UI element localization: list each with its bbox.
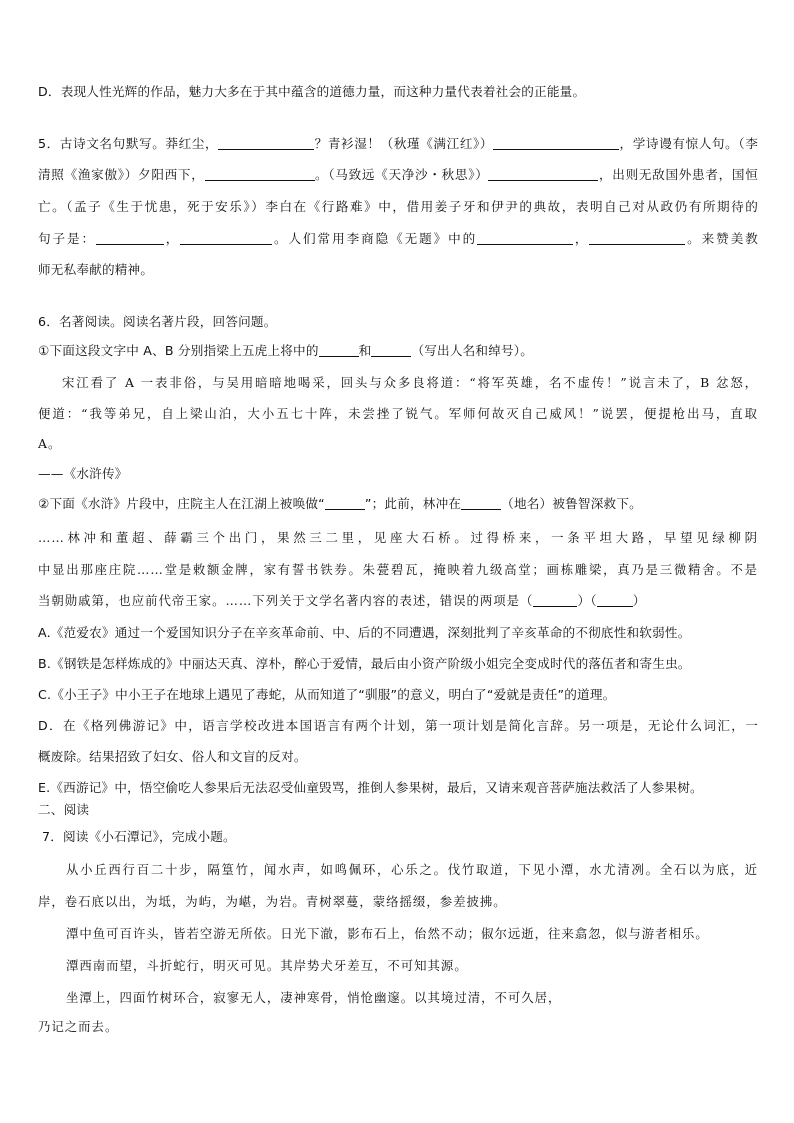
classical-text-p1-l2: 岸，卷石底以出，为坻，为屿，为嵁，为岩。青树翠蔓，蒙络摇缀，参差披拂。 bbox=[38, 894, 507, 909]
answer-blank[interactable] bbox=[371, 343, 411, 357]
q7-title: 7．阅读《小石潭记》，完成小题。 bbox=[42, 829, 236, 844]
q5-text: 。（马致远《天净沙・秋思》） bbox=[314, 167, 489, 182]
section-heading: 二、阅读 bbox=[38, 802, 90, 817]
q6-text: ”；此前，林冲在 bbox=[364, 496, 462, 511]
q6-text: 和 bbox=[358, 343, 372, 358]
answer-blank[interactable] bbox=[589, 231, 685, 245]
q5-line-5: 师无私奉献的精神。 bbox=[38, 262, 154, 277]
q6-text: （地名）被鲁智深救下。 bbox=[501, 496, 642, 511]
answer-blank[interactable] bbox=[180, 231, 272, 245]
option-a: A.《范爱农》通过一个爱国知识分子在辛亥革命前、中、后的不同遭遇，深刻批判了辛亥革命的不彻底性和软弱性。 bbox=[38, 625, 691, 640]
q5-text: 句子是： bbox=[38, 231, 97, 246]
answer-blank[interactable] bbox=[493, 136, 619, 150]
passage-1-line-2: 便道：“我等弟兄，自上梁山泊，大小五七十阵，未尝挫了锐气。军师何故灭自己威风！”说罢，便提枪出马，直取 bbox=[38, 406, 758, 421]
option-b: B.《钢铁是怎样炼成的》中丽达天真、淳朴，醉心于爱情，最后由小资产阶级小姐完全变成时代的落伍者和寄生虫。 bbox=[38, 656, 691, 671]
passage-2-line-1: ……林冲和董超、薛霸三个出门，果然三二里，见座大石桥。过得桥来，一条平坦大路，早望见绿柳阴 bbox=[38, 530, 758, 545]
q5-text: ， bbox=[573, 231, 590, 246]
q5-text: 清照《渔家傲》）夕阳西下， bbox=[38, 167, 205, 182]
q5-line-4 bbox=[38, 231, 758, 247]
q5-text: 。来赞美教 bbox=[685, 231, 758, 246]
q6-sub-2 bbox=[38, 496, 758, 512]
passage-2-line-2: 中显出那座庄院……堂是敕额金牌，家有誓书铁券。朱甍碧瓦，掩映着九级高堂；画栋雕梁，真乃是三微精舍。不是 bbox=[38, 562, 758, 577]
q5-line-1 bbox=[38, 136, 758, 152]
q5-text: ，学诗谩有惊人句。（李 bbox=[619, 136, 759, 151]
q6-text: ）（ bbox=[577, 593, 597, 608]
q6-text: （写出人名和绰号）。 bbox=[411, 343, 534, 358]
q6-title: 6．名著阅读。阅读名著片段，回答问题。 bbox=[38, 314, 277, 329]
answer-blank[interactable] bbox=[597, 593, 633, 607]
q6-sub-1 bbox=[38, 343, 758, 359]
q5-text: ，出则无敌国外患者，国恒 bbox=[598, 167, 758, 182]
classical-text-p5: 乃记之而去。 bbox=[38, 1019, 119, 1034]
answer-blank[interactable] bbox=[319, 343, 359, 357]
classical-text-p2: 潭中鱼可百许头，皆若空游无所依。日光下澈，影布石上，佁然不动；俶尔远逝，往来翕忽，似与游者相乐。 bbox=[66, 926, 709, 941]
q5-text: ？青衫湿！（秋瑾《满江红》） bbox=[314, 136, 494, 151]
classical-text-p4: 坐潭上，四面竹树环合，寂寥无人，凄神寒骨，悄怆幽邃。以其境过清，不可久居， bbox=[66, 990, 562, 1005]
answer-blank[interactable] bbox=[461, 496, 501, 510]
option-d-line-1: D．在《格列佛游记》中，语言学校改进本国语言有两个计划，第一项计划是简化言辞。另一项是，无论什么词汇，一 bbox=[38, 718, 758, 733]
passage-source: ——《水浒传》 bbox=[38, 466, 128, 481]
q6-text: ） bbox=[632, 593, 646, 608]
option-e: E.《西游记》中，悟空偷吃人参果后无法忍受仙童毁骂，推倒人参果树，最后，又请来观音菩萨施法救活了人参果树。 bbox=[38, 780, 703, 795]
answer-blank[interactable] bbox=[205, 167, 315, 181]
passage-2-line-3 bbox=[38, 593, 758, 609]
q5-text: ， bbox=[164, 231, 181, 246]
answer-blank[interactable] bbox=[477, 231, 573, 245]
classical-text-p3: 潭西南而望，斗折蛇行，明灭可见。其岸势犬牙差互，不可知其源。 bbox=[66, 958, 468, 973]
answer-blank[interactable] bbox=[488, 167, 598, 181]
option-d-line-2: 概废除。结果招致了妇女、俗人和文盲的反对。 bbox=[38, 749, 307, 764]
q6-text: 当朝勋戚第，也应前代帝王家。……下列关于文学名著内容的表述，错误的两项是（ bbox=[38, 593, 534, 608]
q5-line-3: 亡。（孟子《生于忧患，死于安乐》）李白在《行路难》中，借用姜子牙和伊尹的典故，表明自己对从政仍有所期待的 bbox=[38, 199, 758, 214]
passage-1-line-1: 宋江看了 A 一表非俗，与吴用暗暗地喝采，回头与众多良将道：“将军英雄，名不虚传！”说言未了，B 忿怒， bbox=[62, 375, 758, 390]
q5-text: 5．古诗文名句默写。莽红尘， bbox=[38, 136, 219, 151]
classical-text-p1-l1: 从小丘西行百二十步，隔篁竹，闻水声，如鸣佩环，心乐之。伐竹取道，下见小潭，水尤清冽。全石以为底，近 bbox=[66, 862, 758, 877]
q5-text: 。人们常用李商隐《无题》中的 bbox=[272, 231, 478, 246]
answer-blank[interactable] bbox=[325, 496, 365, 510]
q6-text: ②下面《水浒》片段中，庄院主人在江湖上被唤做“ bbox=[38, 496, 325, 511]
option-c: C.《小王子》中小王子在地球上遇见了毒蛇，从而知道了“驯服”的意义，明白了“爱就是责任”的道理。 bbox=[38, 687, 616, 702]
q5-line-2 bbox=[38, 167, 758, 183]
passage-1-line-3: A。 bbox=[38, 436, 62, 451]
option-d-q4: D．表现人性光辉的作品，魅力大多在于其中蕴含的道德力量，而这种力量代表着社会的正能量。 bbox=[38, 84, 586, 99]
q6-text: ①下面这段文字中 A、B 分别指梁上五虎上将中的 bbox=[38, 343, 319, 358]
answer-blank[interactable] bbox=[533, 593, 577, 607]
answer-blank[interactable] bbox=[96, 231, 164, 245]
answer-blank[interactable] bbox=[218, 136, 314, 150]
